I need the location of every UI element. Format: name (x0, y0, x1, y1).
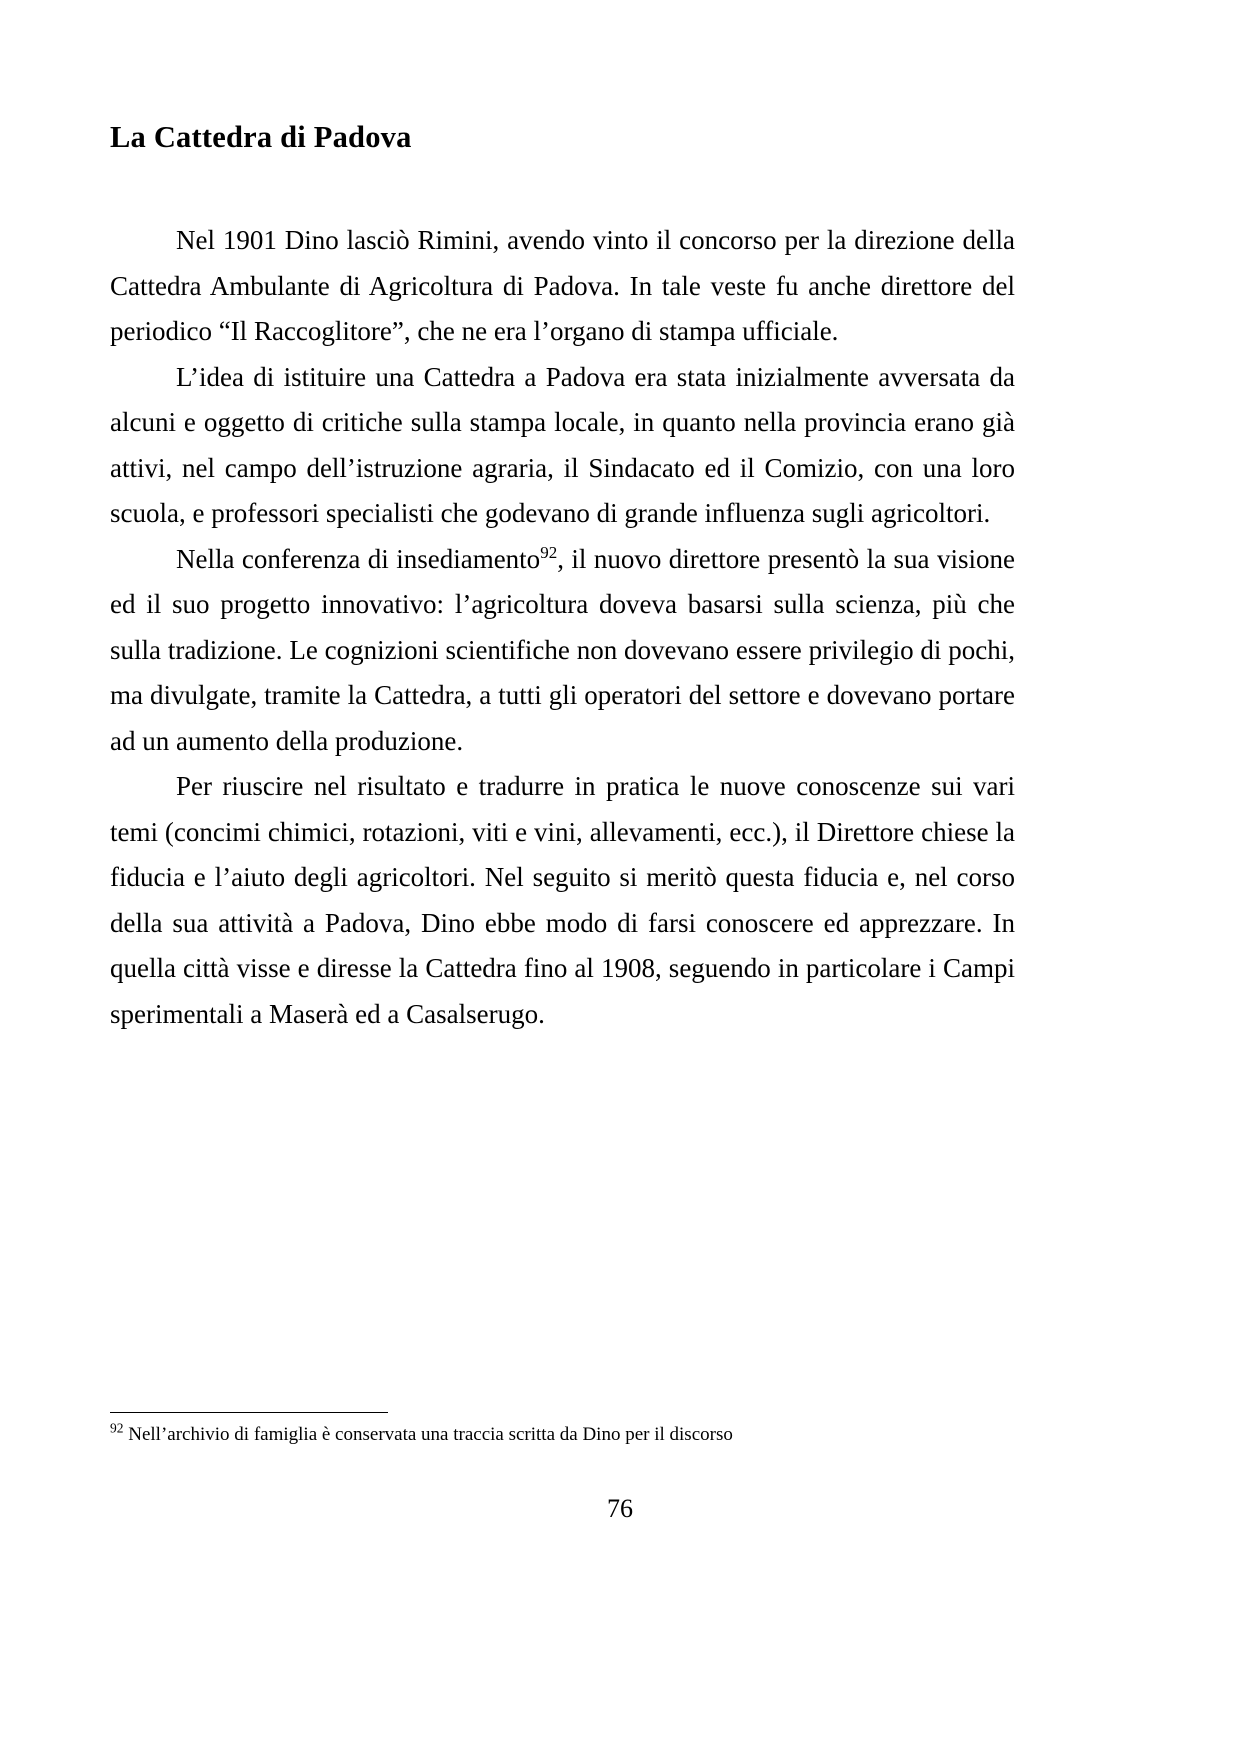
page-number: 76 (607, 1494, 633, 1523)
page-content (110, 118, 1015, 1037)
paragraph-3-text-before-footnote: Nella conferenza di insediamento (176, 543, 541, 574)
footnote-entry (110, 1422, 1015, 1448)
paragraph-4: Per riuscire nel risultato e tradurre in pratica le nuove conoscenze sui vari temi (concimi chimici, rotazioni, viti e vini, allevamenti, ecc.), il Direttore chiese la fiducia e l’aiuto degli agricoltori. Nel seguito si meritò questa fiducia e, nel corso della sua attività a Padova, Dino ebbe modo di farsi conoscere ed apprezzare. In quella città visse e diresse la Cattedra fino al 1908, seguendo in particolare i Campi sperimentali a Maserà ed a Casalserugo. (110, 771, 1015, 1029)
paragraph-3 (110, 537, 1015, 765)
paragraph-1: Nel 1901 Dino lasciò Rimini, avendo vinto il concorso per la direzione della Cattedra Ambulante di Agricoltura di Padova. In tale veste fu anche direttore del periodico “Il Raccoglitore”, che ne era l’organo di stampa ufficiale. (110, 225, 1015, 347)
footnote-reference-92[interactable]: 92 (540, 542, 558, 562)
paragraph-3-text-after-footnote: , il nuovo direttore presentò la sua visione ed il suo progetto innovativo: l’agricoltura doveva basarsi sulla scienza, più che sulla tradizione. Le cognizioni scientifiche non dovevano essere privilegio di pochi, ma divulgate, tramite la Cattedra, a tutti gli operatori del settore e dovevano portare ad un aumento della produzione. (110, 543, 1015, 756)
body-text (110, 218, 1015, 1037)
footnote-area (110, 1412, 1015, 1448)
footnote-separator-rule (110, 1412, 388, 1413)
page-title: La Cattedra di Padova (110, 120, 412, 154)
paragraph-2: L’idea di istituire una Cattedra a Padova era stata inizialmente avversata da alcuni e oggetto di critiche sulla stampa locale, in quanto nella provincia erano già attivi, nel campo dell’istruzione agraria, il Sindacato ed il Comizio, con una loro scuola, e professori specialisti che godevano di grande influenza sugli agricoltori. (110, 361, 1015, 529)
footnote-text: Nell’archivio di famiglia è conservata una traccia scritta da Dino per il discorso (128, 1424, 733, 1445)
footnote-marker-92: 92 (110, 1420, 124, 1436)
